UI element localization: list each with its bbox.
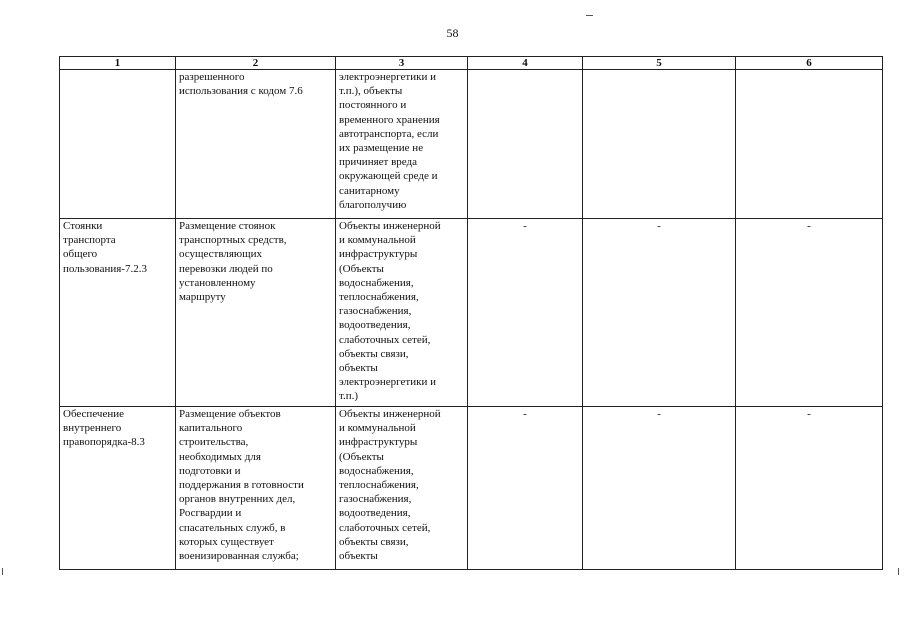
- cell-text: разрешенного использования с кодом 7.6: [179, 71, 303, 98]
- cell-text: Объекты инженерной и коммунальной инфраструктуры (Объекты водоснабжения, теплоснабжения, газоснабжения, водоотведения, слаботочных сетей, объекты связи, объекты: [339, 408, 441, 563]
- table-row: [60, 219, 883, 407]
- cell-text: -: [523, 220, 527, 232]
- table-cell: [736, 407, 883, 570]
- table-cell: [583, 70, 736, 219]
- cell-text: Стоянки транспорта общего пользования-7.2.3: [63, 220, 147, 275]
- column-header: 5: [583, 57, 736, 70]
- table-cell: [468, 70, 583, 219]
- table-cell: [468, 219, 583, 407]
- table-row: [60, 407, 883, 570]
- cell-text: -: [657, 220, 661, 232]
- table-header-row: [60, 57, 883, 70]
- table-cell: [176, 70, 336, 219]
- page-number: 58: [446, 26, 459, 40]
- table-cell: [583, 407, 736, 570]
- table-cell: [336, 219, 468, 407]
- cell-text: электроэнергетики и т.п.), объекты постоянного и временного хранения автотранспорта, если их размещение не причиняет вреда окружающей среде и санитарному благополучию: [339, 71, 440, 211]
- column-header: 1: [60, 57, 176, 70]
- table-cell: [736, 219, 883, 407]
- cell-text: Размещение стоянок транспортных средств, осуществляющих перевозки людей по установленному маршруту: [179, 220, 287, 304]
- table-cell: [176, 219, 336, 407]
- column-header: 3: [336, 57, 468, 70]
- land-use-table: [59, 56, 883, 570]
- cell-text: Обеспечение внутреннего правопорядка-8.3: [63, 408, 145, 449]
- column-header: 4: [468, 57, 583, 70]
- column-header: 6: [736, 57, 883, 70]
- table-cell: [176, 407, 336, 570]
- table-cell: [736, 70, 883, 219]
- cell-text: -: [807, 220, 811, 232]
- table-cell: [60, 407, 176, 570]
- table-cell: [336, 407, 468, 570]
- table-cell: [583, 219, 736, 407]
- cell-text: -: [807, 408, 811, 420]
- scan-mark: [2, 568, 3, 575]
- table-cell: [336, 70, 468, 219]
- cell-text: -: [523, 408, 527, 420]
- scan-mark: [586, 15, 593, 16]
- scan-mark: [898, 568, 899, 575]
- table-cell: [60, 70, 176, 219]
- cell-text: Объекты инженерной и коммунальной инфраструктуры (Объекты водоснабжения, теплоснабжения, газоснабжения, водоотведения, слаботочных сетей, объекты связи, объекты электроэнергетики и т.п.): [339, 220, 441, 403]
- cell-text: Размещение объектов капитального строительства, необходимых для подготовки и поддержания в готовности органов внутренних дел, Росгвардии и спасательных служб, в которых существует военизированная служба;: [179, 408, 304, 563]
- table-cell: [468, 407, 583, 570]
- table-row: [60, 70, 883, 219]
- table-cell: [60, 219, 176, 407]
- column-header: 2: [176, 57, 336, 70]
- cell-text: -: [657, 408, 661, 420]
